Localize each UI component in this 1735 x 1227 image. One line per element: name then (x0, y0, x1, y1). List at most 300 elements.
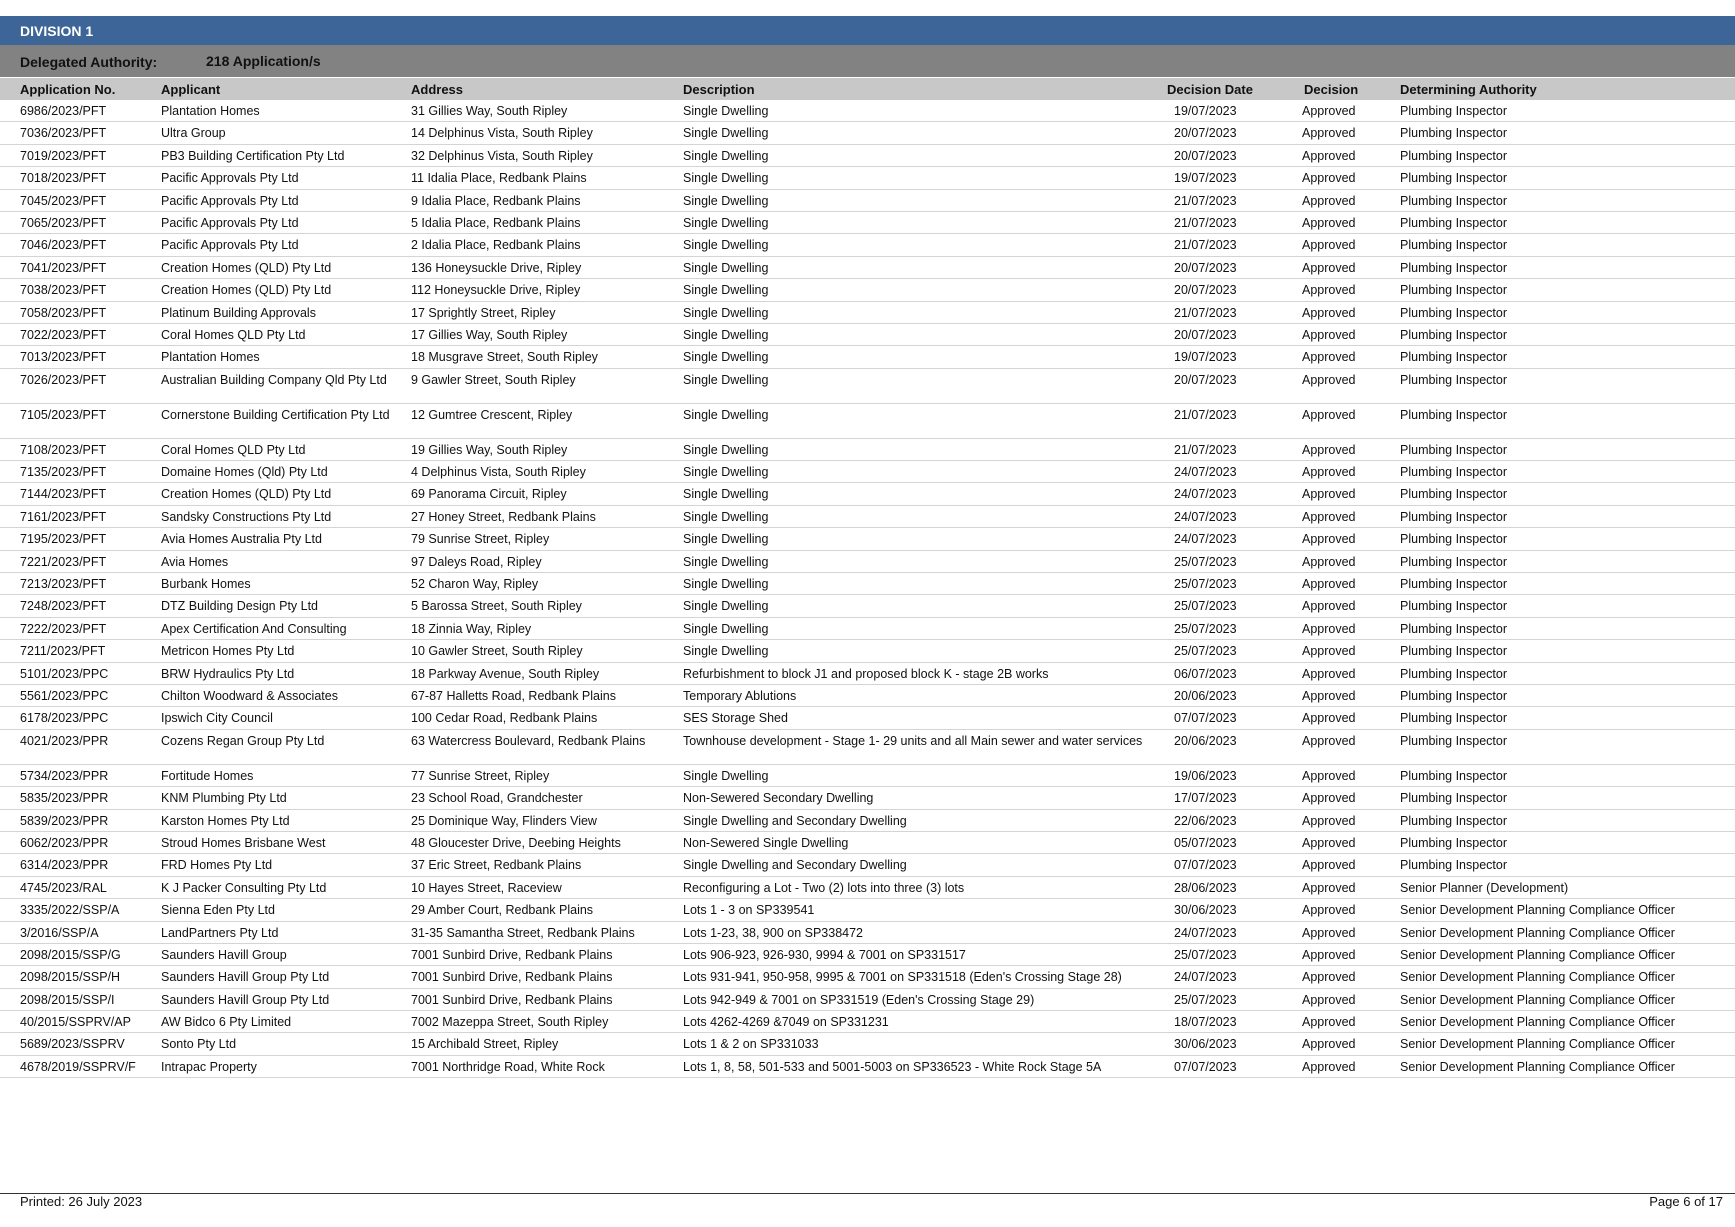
table-row (0, 640, 1735, 662)
cell-applicant: FRD Homes Pty Ltd (161, 858, 273, 873)
cell-applicant: AW Bidco 6 Pty Limited (161, 1015, 292, 1030)
authority-header (0, 45, 1735, 77)
cell-application-no: 7013/2023/PFT (20, 350, 107, 365)
cell-decision-date: 25/07/2023 (1174, 599, 1237, 614)
cell-description: Non-Sewered Single Dwelling (683, 835, 849, 850)
cell-address: 17 Gillies Way, South Ripley (411, 327, 568, 342)
cell-description: Single Dwelling and Secondary Dwelling (683, 813, 907, 828)
cell-application-no: 6178/2023/PPC (20, 711, 109, 726)
cell-address: 9 Gawler Street, South Ripley (411, 372, 576, 387)
cell-decision: Approved (1302, 532, 1356, 547)
cell-description: Single Dwelling (683, 599, 769, 614)
cell-address: 37 Eric Street, Redbank Plains (411, 858, 582, 873)
table-row (0, 1056, 1735, 1078)
cell-determining-authority: Plumbing Inspector (1400, 260, 1508, 275)
cell-determining-authority: Plumbing Inspector (1400, 599, 1508, 614)
table-row (0, 122, 1735, 144)
cell-determining-authority: Senior Development Planning Compliance Officer (1400, 947, 1675, 962)
cell-description: Single Dwelling (683, 305, 769, 320)
cell-applicant: Karston Homes Pty Ltd (161, 813, 290, 828)
cell-determining-authority: Senior Development Planning Compliance Officer (1400, 1059, 1675, 1074)
table-row (0, 439, 1735, 461)
cell-address: 5 Idalia Place, Redbank Plains (411, 215, 581, 230)
cell-description: Single Dwelling (683, 238, 769, 253)
cell-applicant: Ipswich City Council (161, 711, 273, 726)
table-row (0, 877, 1735, 899)
cell-decision-date: 25/07/2023 (1174, 621, 1237, 636)
cell-applicant: BRW Hydraulics Pty Ltd (161, 666, 295, 681)
cell-description: Single Dwelling (683, 577, 769, 592)
cell-decision: Approved (1302, 104, 1356, 118)
cell-applicant: Apex Certification And Consulting (161, 621, 347, 636)
cell-application-no: 7213/2023/PFT (20, 577, 107, 592)
cell-determining-authority: Plumbing Inspector (1400, 407, 1508, 422)
cell-decision: Approved (1302, 1037, 1356, 1052)
cell-decision: Approved (1302, 768, 1356, 783)
cell-applicant: Cornerstone Building Certification Pty Ltd (161, 407, 390, 422)
cell-description: Lots 1-23, 38, 900 on SP338472 (683, 925, 864, 940)
cell-decision-date: 20/07/2023 (1174, 148, 1237, 163)
cell-decision: Approved (1302, 858, 1356, 873)
cell-decision: Approved (1302, 350, 1356, 365)
cell-decision-date: 18/07/2023 (1174, 1015, 1237, 1030)
cell-determining-authority: Plumbing Inspector (1400, 238, 1508, 253)
cell-description: Single Dwelling (683, 283, 769, 298)
cell-determining-authority: Plumbing Inspector (1400, 305, 1508, 320)
table-row (0, 810, 1735, 832)
cell-application-no: 7105/2023/PFT (20, 407, 107, 422)
cell-address: 136 Honeysuckle Drive, Ripley (411, 260, 582, 275)
cell-determining-authority: Plumbing Inspector (1400, 858, 1508, 873)
table-header (0, 78, 1735, 100)
division-title: DIVISION 1 (20, 22, 94, 39)
cell-decision-date: 19/07/2023 (1174, 171, 1237, 186)
cell-description: Reconfiguring a Lot - Two (2) lots into three (3) lots (683, 880, 965, 895)
cell-determining-authority: Plumbing Inspector (1400, 442, 1508, 457)
cell-applicant: Pacific Approvals Pty Ltd (161, 193, 299, 208)
cell-decision-date: 28/06/2023 (1174, 880, 1237, 895)
cell-decision-date: 25/07/2023 (1174, 992, 1237, 1007)
cell-applicant: Coral Homes QLD Pty Ltd (161, 442, 306, 457)
cell-address: 4 Delphinus Vista, South Ripley (411, 465, 586, 480)
cell-decision-date: 30/06/2023 (1174, 903, 1237, 918)
cell-decision: Approved (1302, 126, 1356, 141)
cell-applicant: DTZ Building Design Pty Ltd (161, 599, 319, 614)
cell-decision: Approved (1302, 992, 1356, 1007)
cell-decision-date: 20/07/2023 (1174, 126, 1237, 141)
cell-determining-authority: Plumbing Inspector (1400, 791, 1508, 806)
col-description: Description (683, 82, 755, 97)
table-row (0, 369, 1735, 404)
table-row (0, 663, 1735, 685)
cell-applicant: Pacific Approvals Pty Ltd (161, 238, 299, 253)
table-row (0, 730, 1735, 765)
cell-applicant: Avia Homes Australia Pty Ltd (161, 532, 322, 547)
cell-applicant: Burbank Homes (161, 577, 251, 592)
cell-address: 9 Idalia Place, Redbank Plains (411, 193, 581, 208)
cell-decision: Approved (1302, 148, 1356, 163)
cell-decision-date: 24/07/2023 (1174, 970, 1237, 985)
table-row (0, 346, 1735, 368)
cell-address: 7002 Mazeppa Street, South Ripley (411, 1015, 609, 1030)
cell-description: Lots 4262-4269 &7049 on SP331231 (683, 1015, 889, 1030)
table-row (0, 944, 1735, 966)
cell-decision: Approved (1302, 171, 1356, 186)
cell-address: 67-87 Halletts Road, Redbank Plains (411, 688, 616, 703)
cell-applicant: Stroud Homes Brisbane West (161, 835, 326, 850)
cell-application-no: 6062/2023/PPR (20, 835, 109, 850)
col-application-no: Application No. (20, 82, 116, 97)
cell-decision-date: 25/07/2023 (1174, 577, 1237, 592)
table-row (0, 685, 1735, 707)
cell-determining-authority: Plumbing Inspector (1400, 148, 1508, 163)
cell-decision-date: 24/07/2023 (1174, 532, 1237, 547)
col-applicant: Applicant (161, 82, 221, 97)
cell-description: Single Dwelling (683, 509, 769, 524)
cell-applicant: Creation Homes (QLD) Pty Ltd (161, 260, 332, 275)
cell-address: 11 Idalia Place, Redbank Plains (411, 171, 587, 186)
application-count: 218 Application/s (206, 53, 321, 69)
cell-applicant: Sandsky Constructions Pty Ltd (161, 509, 332, 524)
cell-decision: Approved (1302, 835, 1356, 850)
cell-decision: Approved (1302, 327, 1356, 342)
cell-decision-date: 24/07/2023 (1174, 509, 1237, 524)
cell-description: Single Dwelling (683, 532, 769, 547)
cell-decision-date: 19/07/2023 (1174, 104, 1237, 118)
authority-label: Delegated Authority: (20, 54, 158, 70)
table-row (0, 483, 1735, 505)
cell-description: Townhouse development - Stage 1- 29 units and all Main sewer and water services (683, 733, 1143, 748)
cell-description: Lots 1, 8, 58, 501-533 and 5001-5003 on SP336523 - White Rock Stage 5A (683, 1059, 1102, 1074)
table-row (0, 854, 1735, 876)
table-row (0, 899, 1735, 921)
cell-decision: Approved (1302, 1015, 1356, 1030)
cell-decision-date: 20/07/2023 (1174, 260, 1237, 275)
cell-applicant: Chilton Woodward & Associates (161, 688, 338, 703)
cell-determining-authority: Plumbing Inspector (1400, 126, 1508, 141)
cell-application-no: 7018/2023/PFT (20, 171, 107, 186)
cell-decision: Approved (1302, 193, 1356, 208)
cell-address: 10 Gawler Street, South Ripley (411, 644, 583, 659)
table-row (0, 765, 1735, 787)
cell-decision-date: 25/07/2023 (1174, 644, 1237, 659)
cell-decision-date: 07/07/2023 (1174, 711, 1237, 726)
table-row (0, 1033, 1735, 1055)
table-row (0, 212, 1735, 234)
cell-application-no: 7041/2023/PFT (20, 260, 107, 275)
cell-decision-date: 19/06/2023 (1174, 768, 1237, 783)
cell-decision: Approved (1302, 947, 1356, 962)
cell-applicant: Intrapac Property (161, 1059, 257, 1074)
cell-description: Single Dwelling (683, 372, 769, 387)
cell-determining-authority: Plumbing Inspector (1400, 733, 1508, 748)
cell-description: Single Dwelling (683, 465, 769, 480)
cell-description: Single Dwelling (683, 768, 769, 783)
table-row (0, 506, 1735, 528)
cell-description: SES Storage Shed (683, 711, 788, 726)
cell-application-no: 2098/2015/SSP/H (20, 970, 121, 985)
cell-application-no: 7135/2023/PFT (20, 465, 107, 480)
cell-description: Single Dwelling (683, 126, 769, 141)
cell-description: Single Dwelling (683, 171, 769, 186)
cell-decision-date: 25/07/2023 (1174, 947, 1237, 962)
cell-decision: Approved (1302, 305, 1356, 320)
cell-application-no: 6986/2023/PFT (20, 104, 107, 118)
cell-applicant: KNM Plumbing Pty Ltd (161, 791, 287, 806)
cell-decision-date: 21/07/2023 (1174, 238, 1237, 253)
footer-divider (0, 1193, 1735, 1194)
cell-application-no: 5561/2023/PPC (20, 688, 109, 703)
cell-decision-date: 17/07/2023 (1174, 791, 1237, 806)
cell-applicant: Australian Building Company Qld Pty Ltd (161, 372, 387, 387)
cell-determining-authority: Senior Development Planning Compliance Officer (1400, 970, 1675, 985)
cell-application-no: 4021/2023/PPR (20, 733, 109, 748)
cell-address: 69 Panorama Circuit, Ripley (411, 487, 567, 502)
cell-decision: Approved (1302, 970, 1356, 985)
cell-description: Single Dwelling (683, 148, 769, 163)
cell-determining-authority: Senior Development Planning Compliance Officer (1400, 1037, 1675, 1052)
cell-determining-authority: Plumbing Inspector (1400, 768, 1508, 783)
cell-description: Single Dwelling (683, 350, 769, 365)
cell-application-no: 5101/2023/PPC (20, 666, 109, 681)
cell-description: Single Dwelling and Secondary Dwelling (683, 858, 907, 873)
cell-applicant: Creation Homes (QLD) Pty Ltd (161, 487, 332, 502)
cell-applicant: Pacific Approvals Pty Ltd (161, 171, 299, 186)
cell-application-no: 7036/2023/PFT (20, 126, 107, 141)
cell-determining-authority: Plumbing Inspector (1400, 193, 1508, 208)
cell-determining-authority: Plumbing Inspector (1400, 350, 1508, 365)
cell-address: 2 Idalia Place, Redbank Plains (411, 238, 581, 253)
cell-application-no: 7019/2023/PFT (20, 148, 107, 163)
cell-description: Single Dwelling (683, 442, 769, 457)
cell-decision-date: 07/07/2023 (1174, 858, 1237, 873)
cell-applicant: K J Packer Consulting Pty Ltd (161, 880, 327, 895)
cell-decision-date: 24/07/2023 (1174, 487, 1237, 502)
cell-decision-date: 25/07/2023 (1174, 554, 1237, 569)
cell-decision-date: 24/07/2023 (1174, 465, 1237, 480)
cell-decision-date: 21/07/2023 (1174, 442, 1237, 457)
cell-application-no: 3/2016/SSP/A (20, 925, 99, 940)
cell-decision: Approved (1302, 487, 1356, 502)
cell-description: Single Dwelling (683, 621, 769, 636)
cell-application-no: 6314/2023/PPR (20, 858, 109, 873)
cell-applicant: Avia Homes (161, 554, 229, 569)
cell-application-no: 5835/2023/PPR (20, 791, 109, 806)
cell-applicant: Metricon Homes Pty Ltd (161, 644, 295, 659)
cell-decision-date: 07/07/2023 (1174, 1059, 1237, 1074)
cell-description: Non-Sewered Secondary Dwelling (683, 791, 874, 806)
cell-decision: Approved (1302, 599, 1356, 614)
cell-application-no: 7065/2023/PFT (20, 215, 107, 230)
cell-address: 27 Honey Street, Redbank Plains (411, 509, 596, 524)
cell-decision-date: 30/06/2023 (1174, 1037, 1237, 1052)
cell-application-no: 7022/2023/PFT (20, 327, 107, 342)
cell-description: Refurbishment to block J1 and proposed block K - stage 2B works (683, 666, 1049, 681)
cell-address: 29 Amber Court, Redbank Plains (411, 903, 594, 918)
cell-decision-date: 20/06/2023 (1174, 733, 1237, 748)
table-row (0, 145, 1735, 167)
cell-determining-authority: Plumbing Inspector (1400, 215, 1508, 230)
cell-decision-date: 21/07/2023 (1174, 407, 1237, 422)
cell-address: 77 Sunrise Street, Ripley (411, 768, 550, 783)
cell-address: 15 Archibald Street, Ripley (411, 1037, 559, 1052)
cell-address: 23 School Road, Grandchester (411, 791, 583, 806)
cell-decision-date: 20/07/2023 (1174, 283, 1237, 298)
cell-applicant: Creation Homes (QLD) Pty Ltd (161, 283, 332, 298)
cell-application-no: 7248/2023/PFT (20, 599, 107, 614)
cell-applicant: Saunders Havill Group Pty Ltd (161, 970, 330, 985)
cell-applicant: Ultra Group (161, 126, 226, 141)
cell-decision: Approved (1302, 260, 1356, 275)
table-row (0, 832, 1735, 854)
cell-determining-authority: Plumbing Inspector (1400, 688, 1508, 703)
table-row (0, 302, 1735, 324)
cell-application-no: 7221/2023/PFT (20, 554, 107, 569)
cell-application-no: 5689/2023/SSPRV (20, 1037, 125, 1052)
cell-application-no: 7222/2023/PFT (20, 621, 107, 636)
cell-decision-date: 20/06/2023 (1174, 688, 1237, 703)
cell-applicant: Plantation Homes (161, 350, 260, 365)
cell-address: 12 Gumtree Crescent, Ripley (411, 407, 573, 422)
cell-application-no: 40/2015/SSPRV/AP (20, 1015, 131, 1030)
cell-determining-authority: Plumbing Inspector (1400, 465, 1508, 480)
col-determining-authority: Determining Authority (1400, 82, 1537, 97)
cell-address: 7001 Sunbird Drive, Redbank Plains (411, 970, 613, 985)
cell-applicant: PB3 Building Certification Pty Ltd (161, 148, 345, 163)
table-row (0, 707, 1735, 729)
cell-applicant: Saunders Havill Group (161, 947, 287, 962)
cell-decision: Approved (1302, 813, 1356, 828)
table-row (0, 618, 1735, 640)
cell-applicant: Platinum Building Approvals (161, 305, 316, 320)
cell-address: 5 Barossa Street, South Ripley (411, 599, 582, 614)
cell-application-no: 7161/2023/PFT (20, 509, 107, 524)
col-address: Address (411, 82, 464, 97)
cell-application-no: 7026/2023/PFT (20, 372, 107, 387)
cell-decision: Approved (1302, 791, 1356, 806)
cell-determining-authority: Plumbing Inspector (1400, 666, 1508, 681)
cell-application-no: 5839/2023/PPR (20, 813, 109, 828)
cell-determining-authority: Plumbing Inspector (1400, 711, 1508, 726)
cell-determining-authority: Senior Development Planning Compliance Officer (1400, 925, 1675, 940)
cell-description: Single Dwelling (683, 554, 769, 569)
cell-applicant: Fortitude Homes (161, 768, 254, 783)
table-row (0, 461, 1735, 483)
cell-decision: Approved (1302, 577, 1356, 592)
cell-determining-authority: Plumbing Inspector (1400, 554, 1508, 569)
cell-applicant: Plantation Homes (161, 104, 260, 118)
cell-description: Single Dwelling (683, 193, 769, 208)
cell-determining-authority: Plumbing Inspector (1400, 813, 1508, 828)
cell-decision: Approved (1302, 711, 1356, 726)
cell-description: Single Dwelling (683, 104, 769, 118)
cell-determining-authority: Plumbing Inspector (1400, 327, 1508, 342)
cell-description: Single Dwelling (683, 327, 769, 342)
printed-date: Printed: 26 July 2023 (20, 1194, 143, 1209)
cell-decision-date: 20/07/2023 (1174, 327, 1237, 342)
cell-address: 18 Zinnia Way, Ripley (411, 621, 532, 636)
cell-applicant: Pacific Approvals Pty Ltd (161, 215, 299, 230)
cell-determining-authority: Plumbing Inspector (1400, 487, 1508, 502)
cell-decision-date: 06/07/2023 (1174, 666, 1237, 681)
cell-determining-authority: Plumbing Inspector (1400, 532, 1508, 547)
table-row (0, 257, 1735, 279)
cell-determining-authority: Senior Development Planning Compliance Officer (1400, 903, 1675, 918)
cell-address: 79 Sunrise Street, Ripley (411, 532, 550, 547)
cell-address: 18 Parkway Avenue, South Ripley (411, 666, 600, 681)
cell-determining-authority: Plumbing Inspector (1400, 104, 1508, 118)
table-row (0, 528, 1735, 550)
cell-address: 52 Charon Way, Ripley (411, 577, 539, 592)
cell-address: 17 Sprightly Street, Ripley (411, 305, 556, 320)
cell-application-no: 7038/2023/PFT (20, 283, 107, 298)
cell-applicant: Cozens Regan Group Pty Ltd (161, 733, 325, 748)
cell-determining-authority: Plumbing Inspector (1400, 283, 1508, 298)
table-row (0, 551, 1735, 573)
table-row (0, 404, 1735, 439)
cell-address: 18 Musgrave Street, South Ripley (411, 350, 598, 365)
cell-application-no: 7211/2023/PFT (20, 644, 106, 659)
cell-description: Lots 942-949 & 7001 on SP331519 (Eden's Crossing Stage 29) (683, 992, 1035, 1007)
cell-decision: Approved (1302, 238, 1356, 253)
col-decision: Decision (1304, 82, 1359, 97)
cell-determining-authority: Plumbing Inspector (1400, 644, 1508, 659)
cell-determining-authority: Plumbing Inspector (1400, 171, 1508, 186)
cell-applicant: Saunders Havill Group Pty Ltd (161, 992, 330, 1007)
cell-application-no: 4745/2023/RAL (20, 880, 107, 895)
table-row (0, 279, 1735, 301)
cell-application-no: 7195/2023/PFT (20, 532, 107, 547)
table-row (0, 324, 1735, 346)
cell-address: 7001 Northridge Road, White Rock (411, 1059, 605, 1074)
cell-applicant: Sienna Eden Pty Ltd (161, 903, 275, 918)
cell-decision-date: 05/07/2023 (1174, 835, 1237, 850)
cell-decision: Approved (1302, 215, 1356, 230)
cell-decision-date: 21/07/2023 (1174, 193, 1237, 208)
cell-decision: Approved (1302, 442, 1356, 457)
table-row (0, 234, 1735, 256)
cell-determining-authority: Plumbing Inspector (1400, 509, 1508, 524)
cell-determining-authority: Senior Development Planning Compliance Officer (1400, 992, 1675, 1007)
cell-decision: Approved (1302, 407, 1356, 422)
cell-applicant: Sonto Pty Ltd (161, 1037, 237, 1052)
table-row (0, 167, 1735, 189)
page-number: Page 6 of 17 (1649, 1194, 1723, 1209)
cell-decision: Approved (1302, 1059, 1356, 1074)
table-row (0, 190, 1735, 212)
cell-description: Single Dwelling (683, 407, 769, 422)
cell-application-no: 4678/2019/SSPRV/F (20, 1059, 136, 1074)
division-header (0, 16, 1735, 45)
table-row (0, 989, 1735, 1011)
cell-decision: Approved (1302, 283, 1356, 298)
cell-decision: Approved (1302, 733, 1356, 748)
cell-application-no: 5734/2023/PPR (20, 768, 109, 783)
cell-application-no: 2098/2015/SSP/G (20, 947, 121, 962)
cell-decision: Approved (1302, 465, 1356, 480)
cell-address: 10 Hayes Street, Raceview (411, 880, 562, 895)
cell-determining-authority: Plumbing Inspector (1400, 621, 1508, 636)
cell-decision-date: 22/06/2023 (1174, 813, 1237, 828)
cell-decision: Approved (1302, 372, 1356, 387)
cell-decision: Approved (1302, 688, 1356, 703)
table-row (0, 1011, 1735, 1033)
cell-decision: Approved (1302, 621, 1356, 636)
cell-address: 7001 Sunbird Drive, Redbank Plains (411, 947, 613, 962)
cell-decision: Approved (1302, 666, 1356, 681)
cell-application-no: 7144/2023/PFT (20, 487, 107, 502)
cell-decision: Approved (1302, 903, 1356, 918)
